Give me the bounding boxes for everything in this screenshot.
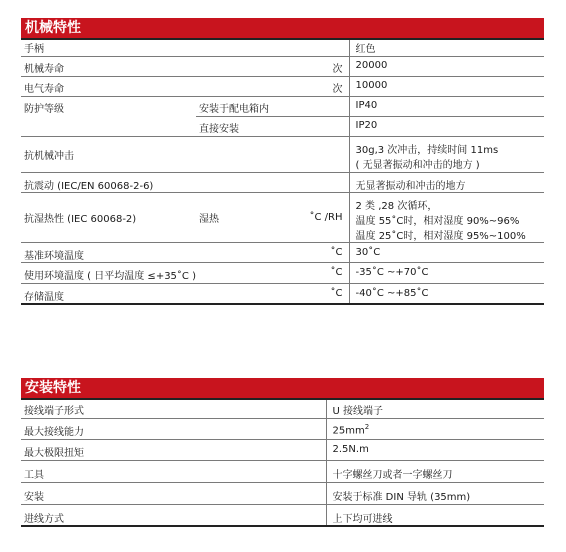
table-row bbox=[21, 56, 544, 76]
shock-value-line1: 30g,3 次冲击，持续时间 11ms bbox=[355, 144, 499, 156]
tool-label: 工具 bbox=[21, 460, 326, 482]
terminal-value: U 接线端子 bbox=[326, 399, 544, 418]
handle-label: 手柄 bbox=[21, 39, 349, 56]
ref-temp-value: 30˚C bbox=[349, 242, 544, 262]
tool-value: 十字螺丝刀或者一字螺丝刀 bbox=[326, 460, 544, 482]
storage-temp-label: 存储温度 bbox=[21, 283, 286, 304]
shock-label: 抗机械冲击 bbox=[21, 136, 349, 172]
torque-label: 最大极限扭矩 bbox=[21, 439, 326, 460]
table-row bbox=[21, 136, 544, 172]
installation-section bbox=[21, 378, 544, 527]
use-temp-value: -35˚C ~+70˚C bbox=[349, 262, 544, 283]
installation-title: 安装特性 bbox=[21, 378, 544, 398]
handle-value: 红色 bbox=[349, 39, 544, 56]
table-row bbox=[21, 418, 544, 439]
storage-temp-value: -40˚C ~+85˚C bbox=[349, 283, 544, 304]
shock-value-line2: ( 无显著振动和冲击的地方 ) bbox=[355, 159, 480, 171]
wiring-value: 上下均可进线 bbox=[326, 504, 544, 526]
ref-temp-unit: ˚C bbox=[286, 242, 349, 262]
protection-label: 防护等级 bbox=[24, 103, 64, 115]
table-row bbox=[21, 460, 544, 482]
mechanical-section bbox=[21, 18, 544, 305]
humidity-value-line1: 2 类 ,28 次循环， bbox=[355, 200, 438, 212]
use-temp-label: 使用环境温度 ( 日平均温度 ≤+35˚C ) bbox=[21, 262, 286, 283]
table-row bbox=[21, 439, 544, 460]
protection-spacer bbox=[21, 116, 196, 136]
wiring-label: 进线方式 bbox=[21, 504, 326, 526]
mechanical-title: 机械特性 bbox=[21, 18, 544, 38]
shock-value bbox=[349, 136, 544, 172]
capacity-value-sup: 2 bbox=[364, 422, 370, 431]
protection-val2: IP20 bbox=[349, 116, 544, 136]
humidity-value-line2: 温度 55˚C时，相对湿度 90%~96% bbox=[355, 215, 520, 227]
capacity-value: 25mm bbox=[332, 424, 365, 436]
table-row bbox=[21, 283, 544, 304]
table-row bbox=[21, 76, 544, 96]
elec-life-value: 10000 bbox=[349, 76, 544, 96]
humidity-sub: 湿热 bbox=[196, 192, 286, 242]
table-row bbox=[21, 172, 544, 192]
protection-val1: IP40 bbox=[349, 96, 544, 116]
table-row bbox=[21, 192, 544, 242]
terminal-label: 接线端子形式 bbox=[21, 399, 326, 418]
table-row bbox=[21, 242, 544, 262]
table-row bbox=[21, 399, 544, 418]
mech-life-value: 20000 bbox=[349, 56, 544, 76]
mechanical-table bbox=[21, 38, 544, 305]
humidity-unit: ˚C /RH bbox=[286, 192, 349, 242]
table-row bbox=[21, 39, 544, 56]
humidity-value bbox=[349, 192, 544, 242]
elec-life-label: 电气寿命 bbox=[21, 76, 286, 96]
use-temp-unit: ˚C bbox=[286, 262, 349, 283]
table-row bbox=[21, 96, 544, 116]
installation-table bbox=[21, 398, 544, 527]
ref-temp-label: 基准环境温度 bbox=[21, 242, 286, 262]
mounting-value: 安装于标准 DIN 导轨 (35mm) bbox=[326, 482, 544, 504]
elec-life-unit: 次 bbox=[286, 76, 349, 96]
mounting-label: 安装 bbox=[21, 482, 326, 504]
mech-life-label: 机械寿命 bbox=[21, 56, 286, 76]
table-row bbox=[21, 482, 544, 504]
storage-temp-unit: ˚C bbox=[286, 283, 349, 304]
table-row bbox=[21, 504, 544, 526]
humidity-value-line3: 温度 25˚C时，相对湿度 95%~100% bbox=[355, 230, 526, 242]
humidity-label: 抗湿热性 (IEC 60068-2) bbox=[21, 192, 196, 242]
mech-life-unit: 次 bbox=[286, 56, 349, 76]
vibration-value: 无显著振动和冲击的地方 bbox=[349, 172, 544, 192]
capacity-value-cell bbox=[326, 418, 544, 439]
vibration-label: 抗震动 (IEC/EN 60068-2-6) bbox=[21, 172, 349, 192]
table-row bbox=[21, 262, 544, 283]
capacity-label: 最大接线能力 bbox=[21, 418, 326, 439]
torque-value: 2.5N.m bbox=[326, 439, 544, 460]
protection-sub1: 安装于配电箱内 bbox=[196, 96, 349, 116]
protection-sub2: 直接安装 bbox=[196, 116, 349, 136]
table-row bbox=[21, 116, 544, 136]
